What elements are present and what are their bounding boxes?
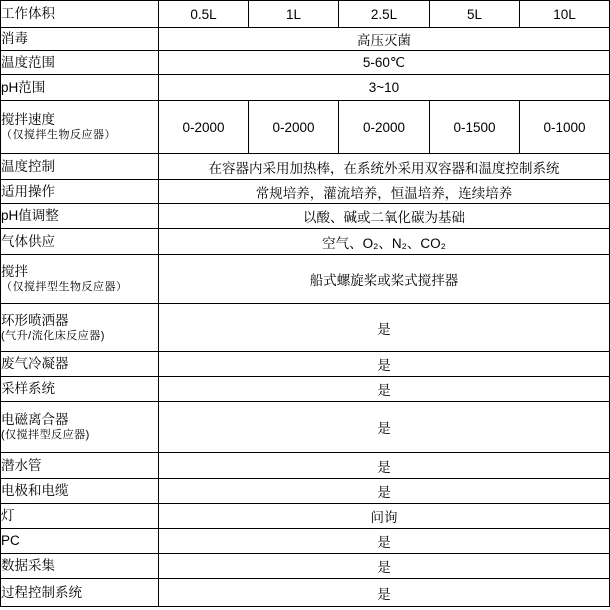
row-value-data-acquisition: 是 — [159, 554, 610, 579]
table-row — [1, 51, 610, 75]
row-value-lamp: 问询 — [159, 504, 610, 529]
row-value-applicable-operation: 常规培养，灌流培养，恒温培养，连续培养 — [159, 180, 610, 204]
header-col-4: 10L — [520, 1, 610, 28]
row-label-temp-range: 温度范围 — [1, 51, 159, 75]
stir-speed-1: 0-2000 — [249, 101, 339, 154]
row-value-gas-supply: 空气、O₂、N₂、CO₂ — [159, 229, 610, 255]
row-label-sterilization: 消毒 — [1, 28, 159, 51]
row-label-ph-range: pH范围 — [1, 75, 159, 101]
header-col-2: 2.5L — [339, 1, 430, 28]
table-row — [1, 204, 610, 229]
row-label-text: 搅拌速度 — [1, 112, 55, 127]
table-row — [1, 579, 610, 607]
header-col-0: 0.5L — [159, 1, 249, 28]
row-label-exhaust-condenser: 废气冷凝器 — [1, 352, 159, 377]
table-row — [1, 554, 610, 579]
row-label-working-volume: 工作体积 — [1, 1, 159, 28]
table-row — [1, 304, 610, 352]
row-label-pc: PC — [1, 529, 159, 554]
row-label-text: 电磁离合器 — [1, 412, 69, 427]
table-row — [1, 352, 610, 377]
stir-speed-3: 0-1500 — [430, 101, 520, 154]
row-label-process-control: 过程控制系统 — [1, 579, 159, 607]
table-row — [1, 377, 610, 402]
table-row — [1, 154, 610, 180]
row-sublabel-text: （仅搅拌型生物反应器） — [1, 281, 128, 293]
row-label-ring-sparger — [1, 304, 159, 352]
table-row — [1, 101, 610, 154]
row-value-dip-tube: 是 — [159, 453, 610, 479]
row-label-text: 搅拌 — [1, 264, 28, 279]
header-col-1: 1L — [249, 1, 339, 28]
table-row — [1, 402, 610, 453]
stir-speed-4: 0-1000 — [520, 101, 610, 154]
row-label-ph-adjust: pH值调整 — [1, 204, 159, 229]
table-row — [1, 28, 610, 51]
table-row — [1, 504, 610, 529]
table-row — [1, 229, 610, 255]
table-row — [1, 479, 610, 504]
row-value-pc: 是 — [159, 529, 610, 554]
row-sublabel-text: (气升/流化床反应器) — [1, 329, 105, 342]
table-row — [1, 75, 610, 101]
row-value-ph-range: 3~10 — [159, 75, 610, 101]
header-col-3: 5L — [430, 1, 520, 28]
row-value-exhaust-condenser: 是 — [159, 352, 610, 377]
row-value-electrodes-cables: 是 — [159, 479, 610, 504]
row-value-ph-adjust: 以酸、碱或二氧化碳为基础 — [159, 204, 610, 229]
table-row — [1, 453, 610, 479]
row-label-magnetic-clutch — [1, 402, 159, 453]
row-label-gas-supply: 气体供应 — [1, 229, 159, 255]
table-row — [1, 180, 610, 204]
row-value-sterilization: 高压灭菌 — [159, 28, 610, 51]
row-label-sampling-system: 采样系统 — [1, 377, 159, 402]
row-label-electrodes-cables: 电极和电缆 — [1, 479, 159, 504]
row-sublabel-text: (仅搅拌型反应器) — [1, 429, 90, 441]
stir-speed-2: 0-2000 — [339, 101, 430, 154]
row-sublabel-text: （仅搅拌生物反应器） — [1, 129, 116, 141]
stir-speed-0: 0-2000 — [159, 101, 249, 154]
row-label-stir-speed — [1, 101, 159, 154]
table-row — [1, 529, 610, 554]
row-label-applicable-operation: 适用操作 — [1, 180, 159, 204]
row-label-lamp: 灯 — [1, 504, 159, 529]
row-value-temp-control: 在容器内采用加热棒，在系统外采用双容器和温度控制系统 — [159, 154, 610, 180]
row-value-stirring: 船式螺旋桨或桨式搅拌器 — [159, 255, 610, 304]
row-value-process-control: 是 — [159, 579, 610, 607]
row-label-temp-control: 温度控制 — [1, 154, 159, 180]
row-label-data-acquisition: 数据采集 — [1, 554, 159, 579]
row-label-text: 环形喷洒器 — [1, 312, 69, 328]
row-label-dip-tube: 潜水管 — [1, 453, 159, 479]
row-value-temp-range: 5-60℃ — [159, 51, 610, 75]
table-row — [1, 1, 610, 28]
row-label-stirring — [1, 255, 159, 304]
row-value-ring-sparger: 是 — [159, 304, 610, 352]
table-row — [1, 255, 610, 304]
row-value-magnetic-clutch: 是 — [159, 402, 610, 453]
row-value-sampling-system: 是 — [159, 377, 610, 402]
